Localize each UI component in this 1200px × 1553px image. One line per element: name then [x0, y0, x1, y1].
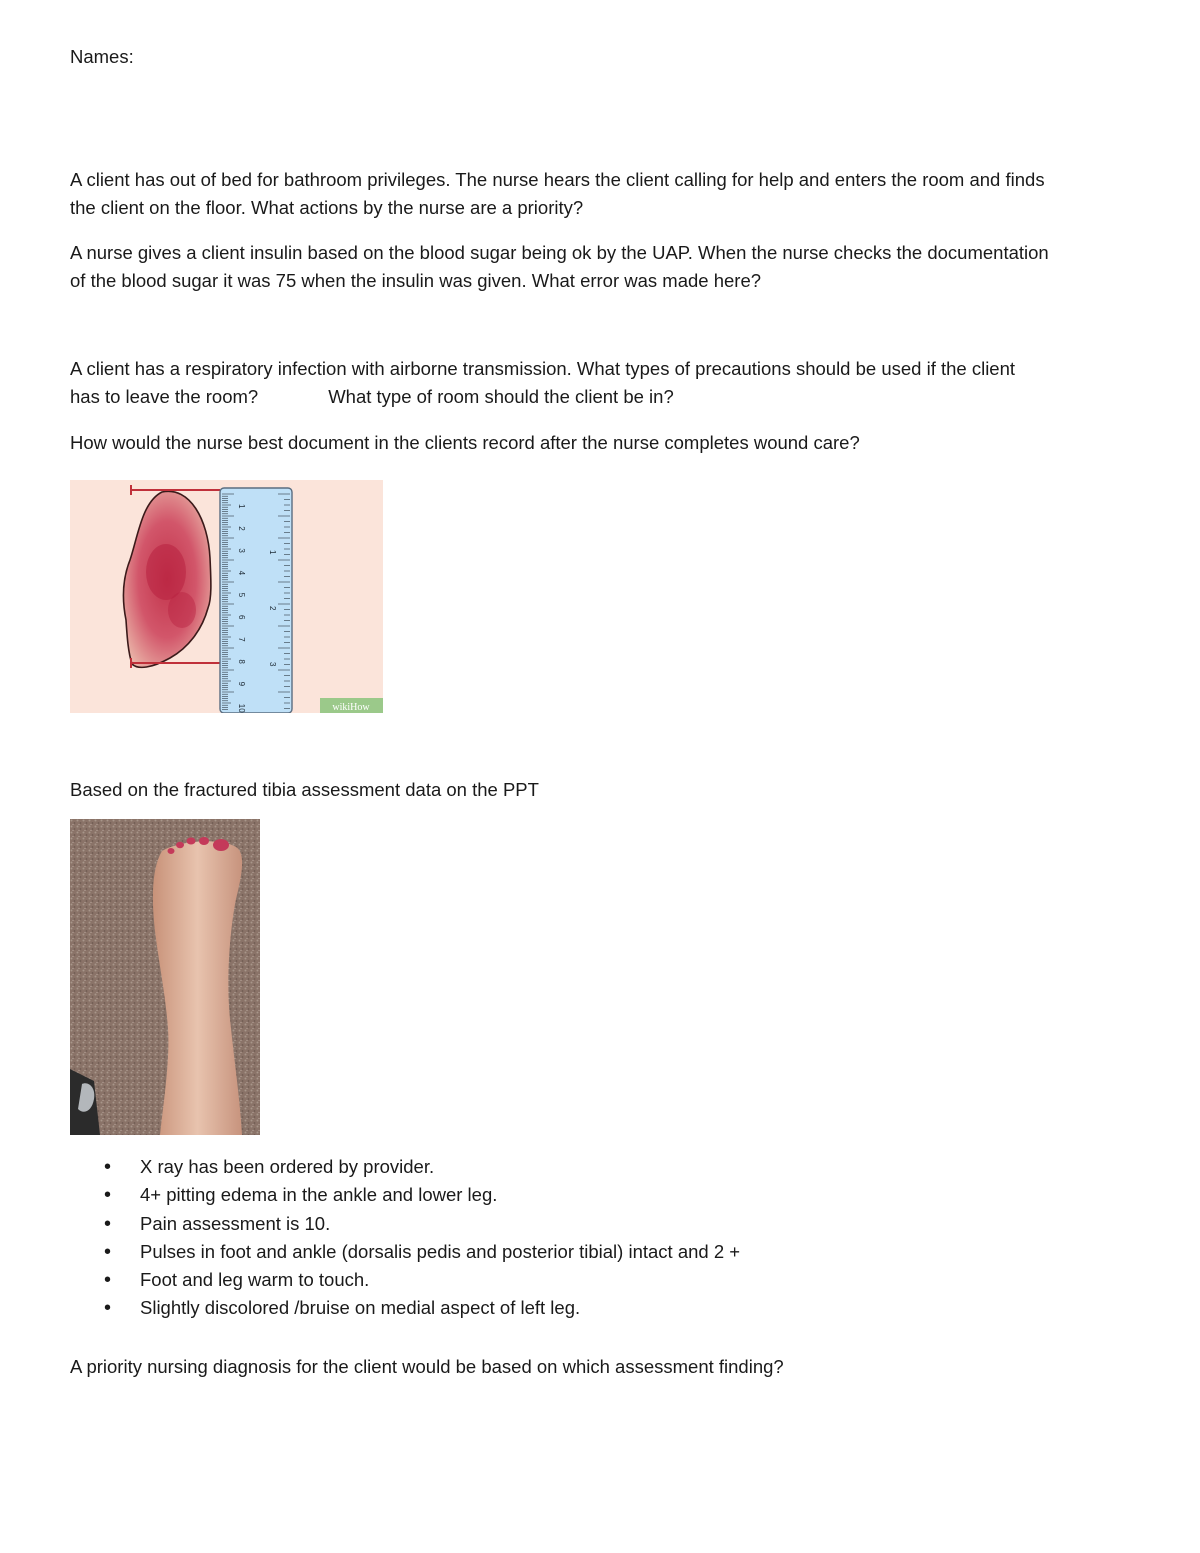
- insulin-question-line-1: A nurse gives a client insulin based on the blood sugar being ok by the UAP. When the nurse checks the documentation: [70, 242, 1049, 263]
- priority-diagnosis-question: A priority nursing diagnosis for the client would be based on which assessment finding?: [70, 1356, 784, 1377]
- watermark-text: wikiHow: [332, 702, 370, 713]
- ruler-inch-label: 2: [268, 606, 277, 611]
- ruler-cm-label: 3: [237, 548, 246, 553]
- wound-bed: [146, 544, 186, 600]
- fall-question-line-1: A client has out of bed for bathroom privileges. The nurse hears the client calling for help and enters the room and finds: [70, 169, 1045, 190]
- assessment-finding: • X ray has been ordered by provider.: [70, 1153, 740, 1181]
- assessment-findings-list: [70, 1153, 740, 1323]
- airborne-question-part-a: has to leave the room?: [70, 386, 259, 407]
- names-label: Names:: [70, 46, 134, 67]
- wound-measurement-image: [70, 480, 383, 713]
- airborne-question-line-1: A client has a respiratory infection with airborne transmission. What types of precautions should be used if the client: [70, 358, 1016, 379]
- swollen-foot-photo: [70, 819, 260, 1135]
- insulin-question-line-2: of the blood sugar it was 75 when the insulin was given. What error was made here?: [70, 270, 762, 291]
- ruler-cm-label: 5: [237, 592, 246, 598]
- ruler-inch-label: 1: [268, 550, 277, 555]
- assessment-finding: • Slightly discolored /bruise on medial aspect of left leg.: [70, 1294, 740, 1322]
- ruler-cm-label: 1: [237, 504, 246, 509]
- assessment-finding: • Foot and leg warm to touch.: [70, 1266, 740, 1294]
- wound-documentation-question: How would the nurse best document in the clients record after the nurse completes wound care?: [70, 432, 860, 453]
- ruler-cm-label: 10: [237, 703, 246, 713]
- ruler-cm-label: 6: [237, 615, 246, 620]
- assessment-finding: • Pain assessment is 10.: [70, 1210, 740, 1238]
- ruler: [220, 488, 292, 713]
- tibia-intro: Based on the fractured tibia assessment data on the PPT: [70, 779, 539, 800]
- ruler-cm-label: 9: [237, 681, 246, 687]
- assessment-finding: • Pulses in foot and ankle (dorsalis pedis and posterior tibial) intact and 2 +: [70, 1238, 740, 1266]
- ruler-cm-label: 8: [237, 659, 246, 664]
- ruler-cm-label: 7: [237, 637, 246, 642]
- ruler-inch-label: 3: [268, 662, 277, 667]
- airborne-question-part-b: What type of room should the client be in?: [328, 386, 674, 407]
- fall-question-line-2: the client on the floor. What actions by the nurse are a priority?: [70, 197, 584, 218]
- wound-bed: [168, 592, 196, 628]
- ruler-cm-label: 4: [237, 570, 246, 576]
- ruler-cm-label: 2: [237, 526, 246, 531]
- airborne-question-line-2: [70, 383, 674, 411]
- assessment-finding: • 4+ pitting edema in the ankle and lower leg.: [70, 1181, 740, 1209]
